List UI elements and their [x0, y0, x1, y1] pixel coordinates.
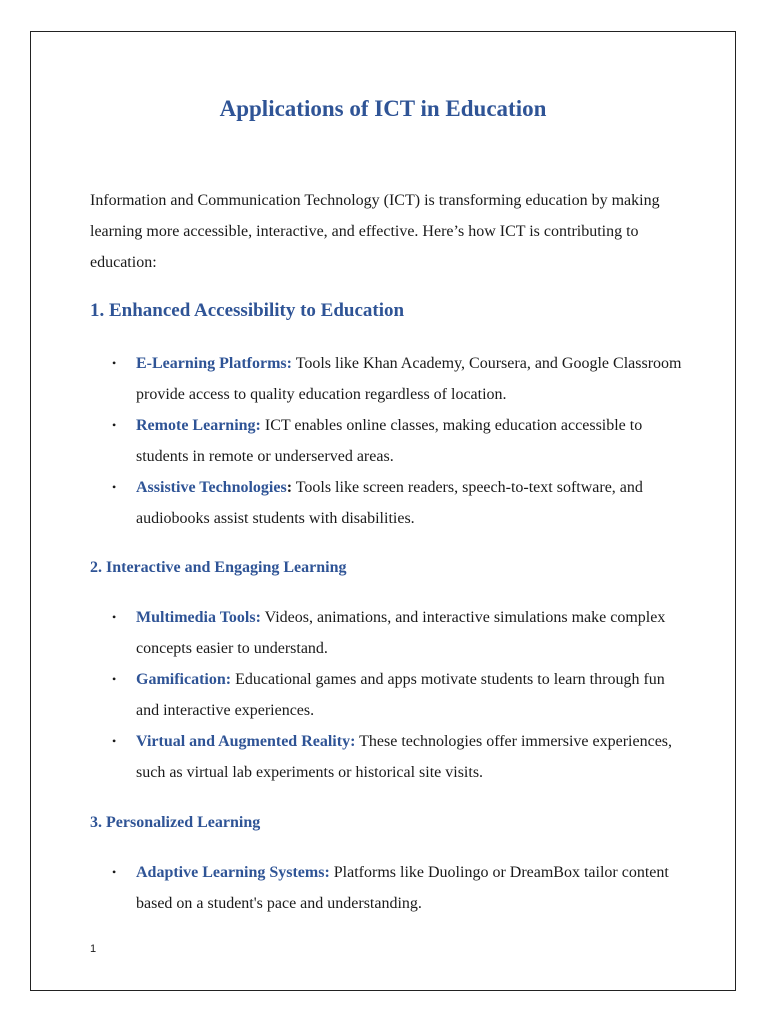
- item-text: Platforms like Duolingo or DreamBox tailor content based on a student's pace and understanding.: [136, 864, 669, 912]
- item-term: Adaptive Learning Systems:: [136, 864, 330, 881]
- item-term: Gamification:: [136, 671, 232, 688]
- section-heading-accessibility: 1. Enhanced Accessibility to Education: [90, 300, 405, 321]
- section-list-interactive: [90, 602, 690, 788]
- item-term: E-Learning Platforms:: [136, 355, 292, 372]
- item-text: These technologies offer immersive experiences, such as virtual lab experiments or historical site visits.: [136, 733, 673, 781]
- bullet-icon: •: [112, 610, 117, 624]
- bullet-icon: •: [112, 734, 117, 748]
- item-term: Multimedia Tools:: [136, 609, 261, 626]
- item-text: Tools like screen readers, speech-to-text software, and audiobooks assist students with disabilities.: [136, 479, 643, 527]
- item-text: Educational games and apps motivate students to learn through fun and interactive experiences.: [136, 671, 665, 719]
- list-item: [90, 857, 690, 919]
- section-list-personalized: [90, 857, 690, 919]
- item-term: Assistive Technologies: [136, 479, 287, 496]
- intro-paragraph: Information and Communication Technology (ICT) is transforming education by making learning more accessible, interactive, and effective. Here’s how ICT is contributing to education:: [90, 192, 660, 271]
- bullet-icon: •: [112, 672, 117, 686]
- list-item: [90, 664, 690, 726]
- list-item: [90, 348, 690, 410]
- item-text: Videos, animations, and interactive simulations make complex concepts easier to understand.: [136, 609, 666, 657]
- section-heading-interactive: 2. Interactive and Engaging Learning: [90, 559, 347, 576]
- list-item: [90, 726, 690, 788]
- bullet-icon: •: [112, 418, 117, 432]
- list-item: [90, 602, 690, 664]
- document-title: Applications of ICT in Education: [219, 96, 547, 121]
- section-list-accessibility: [90, 348, 690, 534]
- bullet-icon: •: [112, 480, 117, 494]
- list-item: [90, 472, 690, 534]
- item-text: Tools like Khan Academy, Coursera, and Google Classroom provide access to quality education regardless of location.: [136, 355, 682, 403]
- item-text: ICT enables online classes, making education accessible to students in remote or underserved areas.: [136, 417, 643, 465]
- item-term: Virtual and Augmented Reality:: [136, 733, 356, 750]
- section-heading-personalized: 3. Personalized Learning: [90, 814, 261, 831]
- bullet-icon: •: [112, 356, 117, 370]
- bullet-icon: •: [112, 865, 117, 879]
- item-term-suffix: :: [286, 479, 293, 496]
- list-item: [90, 410, 690, 472]
- page-number: 1: [90, 943, 97, 955]
- item-term: Remote Learning:: [136, 417, 261, 434]
